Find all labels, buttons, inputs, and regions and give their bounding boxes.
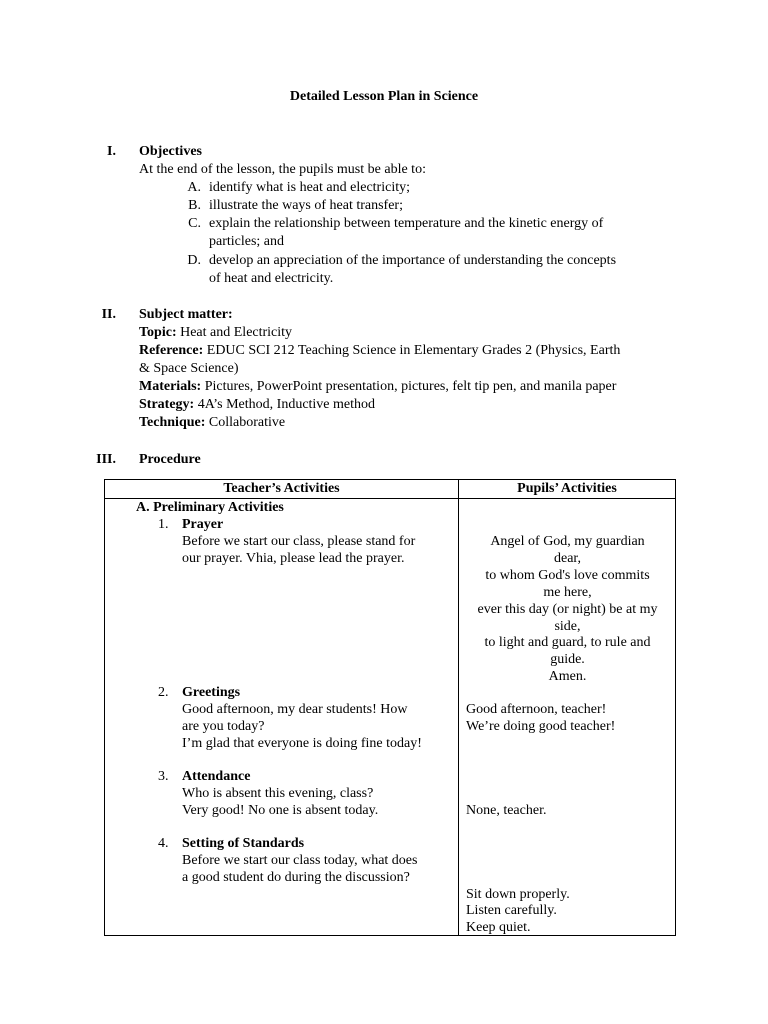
topic-label: Topic: <box>139 325 177 340</box>
objective-letter: A. <box>187 180 201 195</box>
materials-line <box>139 378 616 396</box>
pupil-prayer-line: dear, <box>553 551 582 566</box>
pupil-prayer-line: me here, <box>543 585 592 600</box>
objectives-heading: Objectives <box>139 144 202 159</box>
objective-item-continuation: of heat and electricity. <box>209 271 334 286</box>
pupil-prayer-line: ever this day (or night) be at my <box>477 602 658 617</box>
technique-line <box>139 414 285 432</box>
materials-value: Pictures, PowerPoint presentation, pictures, felt tip pen, and manila paper <box>201 379 617 394</box>
teacher-line: our prayer. Vhia, please lead the prayer. <box>182 551 405 566</box>
preliminary-activities-heading: A. Preliminary Activities <box>136 500 284 515</box>
objective-item: explain the relationship between temperature and the kinetic energy of <box>209 216 604 231</box>
reference-line-continuation: & Space Science) <box>139 361 239 376</box>
technique-value: Collaborative <box>205 415 286 430</box>
teacher-line: Before we start our class today, what does <box>182 853 418 868</box>
document-title: Detailed Lesson Plan in Science <box>289 89 479 104</box>
subject-matter-heading: Subject matter: <box>139 307 233 322</box>
step-title-setting-of-standards: Setting of Standards <box>182 836 305 851</box>
objective-item: illustrate the ways of heat transfer; <box>209 198 403 213</box>
section-number-subject-matter: II. <box>101 307 116 322</box>
strategy-line <box>139 396 375 414</box>
topic-value: Heat and Electricity <box>176 325 293 340</box>
pupil-prayer-line: to light and guard, to rule and <box>484 635 651 650</box>
pupil-standards-line: Keep quiet. <box>466 920 531 935</box>
pupil-standards-line: Listen carefully. <box>466 903 557 918</box>
teacher-line: I’m glad that everyone is doing fine today! <box>182 736 422 751</box>
step-number: 2. <box>158 685 169 700</box>
teacher-activities-cell <box>105 499 459 936</box>
strategy-label: Strategy: <box>139 397 195 412</box>
teacher-line: are you today? <box>182 719 265 734</box>
objective-letter: B. <box>188 198 201 213</box>
objective-item: identify what is heat and electricity; <box>209 180 410 195</box>
section-number-objectives: I. <box>107 144 116 159</box>
column-header-pupils: Pupils’ Activities <box>459 480 676 499</box>
step-number: 1. <box>158 517 169 532</box>
column-header-teacher: Teacher’s Activities <box>105 480 459 499</box>
section-number-procedure: III. <box>96 452 116 467</box>
pupil-greeting-line: Good afternoon, teacher! <box>466 702 607 717</box>
teacher-line: Very good! No one is absent today. <box>182 803 379 818</box>
objective-letter: D. <box>187 253 201 268</box>
strategy-value: 4A’s Method, Inductive method <box>194 397 376 412</box>
pupil-standards-line: Sit down properly. <box>466 887 570 902</box>
topic-line <box>139 324 292 342</box>
step-number: 3. <box>158 769 169 784</box>
objective-item: develop an appreciation of the importance of understanding the concepts <box>209 253 617 268</box>
pupil-prayer-line: Amen. <box>548 669 587 684</box>
pupil-prayer-line: to whom God's love commits <box>485 568 650 583</box>
teacher-line: Who is absent this evening, class? <box>182 786 374 801</box>
pupil-greeting-line: We’re doing good teacher! <box>466 719 616 734</box>
procedure-table <box>104 479 676 936</box>
technique-label: Technique: <box>139 415 206 430</box>
step-number: 4. <box>158 836 169 851</box>
reference-line <box>139 342 620 360</box>
reference-label: Reference: <box>139 343 204 358</box>
materials-label: Materials: <box>139 379 202 394</box>
teacher-line: Before we start our class, please stand for <box>182 534 416 549</box>
pupil-attendance-line: None, teacher. <box>466 803 547 818</box>
pupil-prayer-line: Angel of God, my guardian <box>490 534 645 549</box>
pupils-activities-cell <box>459 499 676 936</box>
objectives-intro: At the end of the lesson, the pupils must be able to: <box>139 162 426 177</box>
step-title-attendance: Attendance <box>182 769 251 784</box>
teacher-line: Good afternoon, my dear students! How <box>182 702 408 717</box>
step-title-greetings: Greetings <box>182 685 241 700</box>
pupil-prayer-line: guide. <box>550 652 585 667</box>
procedure-heading: Procedure <box>139 452 201 467</box>
objective-item-continuation: particles; and <box>209 234 285 249</box>
step-title-prayer: Prayer <box>182 517 224 532</box>
teacher-line: a good student do during the discussion? <box>182 870 410 885</box>
reference-value: EDUC SCI 212 Teaching Science in Elementary Grades 2 (Physics, Earth <box>203 343 621 358</box>
objective-letter: C. <box>188 216 201 231</box>
pupil-prayer-line: side, <box>554 619 581 634</box>
